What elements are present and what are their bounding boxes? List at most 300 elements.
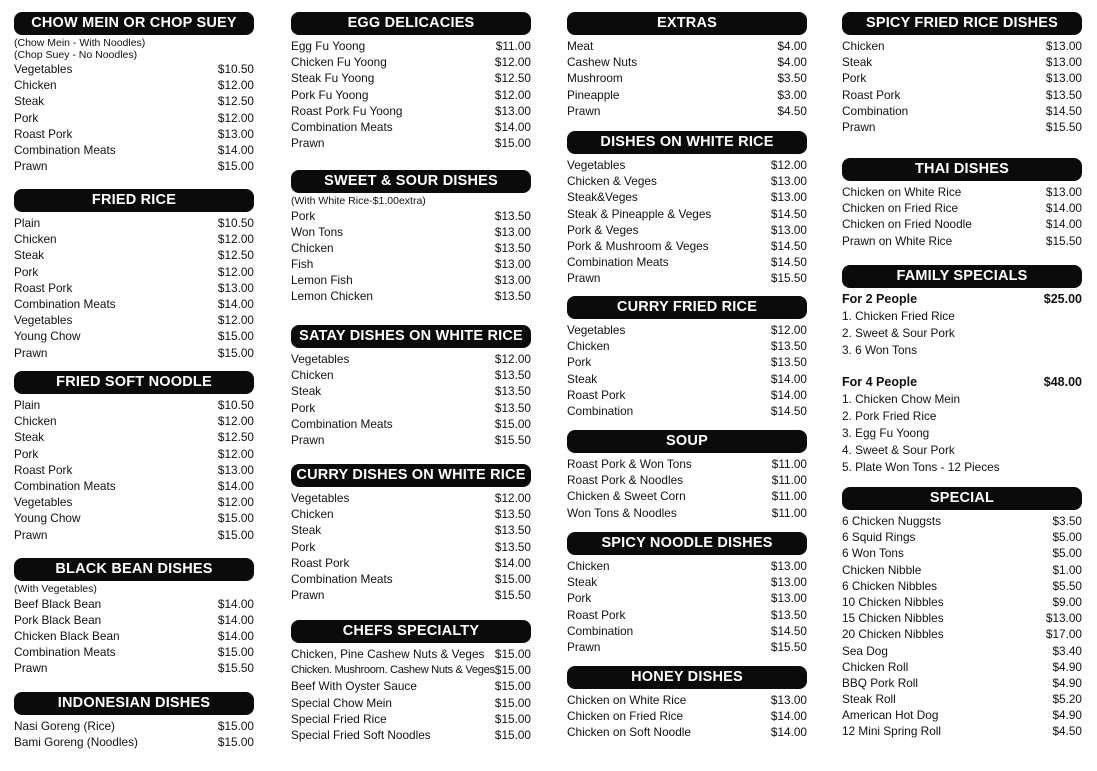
menu-item	[14, 77, 254, 93]
item-price: $12.00	[217, 446, 254, 461]
item-price: $13.50	[494, 368, 531, 383]
menu-item	[567, 87, 807, 103]
item-price: $4.50	[1052, 724, 1082, 739]
item-price: $12.50	[217, 94, 254, 109]
menu-item	[567, 189, 807, 205]
menu-section-thai-dishes	[842, 158, 1082, 249]
section-title: EXTRAS	[567, 12, 807, 35]
item-price: $13.50	[494, 384, 531, 399]
menu-item	[291, 103, 531, 119]
item-price: $14.00	[217, 142, 254, 157]
section-title: SPICY NOODLE DISHES	[567, 532, 807, 555]
item-name: Pork	[842, 71, 867, 86]
item-name: Prawn	[291, 136, 325, 151]
item-name: 10 Chicken Nibbles	[842, 594, 944, 609]
item-price: $4.50	[777, 103, 807, 118]
item-name: Pork	[291, 208, 316, 223]
item-name: Chicken	[291, 507, 334, 522]
menu-item	[291, 70, 531, 86]
item-name: 15 Chicken Nibbles	[842, 611, 944, 626]
item-price: $14.00	[1045, 217, 1082, 232]
item-name: Chicken	[14, 232, 57, 247]
menu-item	[567, 103, 807, 119]
item-name: Cashew Nuts	[567, 55, 638, 70]
menu-item	[291, 288, 531, 304]
menu-section-indonesian-dishes	[14, 692, 254, 750]
item-name: Roast Pork	[14, 280, 73, 295]
item-name: Chicken on Fried Rice	[567, 709, 684, 724]
item-price: $15.00	[494, 647, 531, 661]
item-name: Pork	[14, 446, 39, 461]
item-price: $14.50	[770, 623, 807, 638]
item-name: Bami Goreng (Noodles)	[14, 735, 138, 750]
item-name: 6 Won Tons	[842, 546, 904, 561]
item-price: $13.00	[770, 174, 807, 189]
menu-item	[14, 215, 254, 231]
item-price: $13.00	[494, 273, 531, 288]
item-price: $14.00	[217, 628, 254, 643]
item-price: $14.00	[770, 371, 807, 386]
menu-item	[291, 87, 531, 103]
item-name: Chicken on Fried Noodle	[842, 217, 972, 232]
item-name: Chicken	[567, 559, 610, 573]
item-name: Chicken	[291, 368, 334, 383]
section-title: INDONESIAN DISHES	[14, 692, 254, 715]
item-name: Roast Pork & Noodles	[567, 473, 684, 488]
item-name: Pork	[567, 355, 592, 370]
menu-item	[567, 38, 807, 54]
section-title: CHOW MEIN OR CHOP SUEY	[14, 12, 254, 35]
item-name: American Hot Dog	[842, 708, 939, 723]
item-price: $4.00	[777, 55, 807, 70]
item-name: Steak	[14, 430, 45, 445]
item-name: Egg Fu Yoong	[291, 39, 366, 53]
menu-section-spicy-fried-rice-dishes	[842, 12, 1082, 135]
item-name: Steak Fu Yoong	[291, 71, 375, 86]
item-name: Combination Meats	[14, 142, 116, 157]
section-note: (With Vegetables)	[14, 583, 97, 595]
item-name: Vegetables	[291, 352, 350, 366]
menu-item	[14, 231, 254, 247]
menu-item	[14, 462, 254, 478]
item-price: $14.00	[217, 478, 254, 493]
family-special-header	[842, 374, 1082, 391]
menu-item	[291, 646, 531, 662]
menu-item	[14, 734, 254, 750]
menu-item	[14, 93, 254, 109]
menu-item	[14, 612, 254, 628]
item-price: $13.00	[1045, 39, 1082, 53]
section-note: (Chow Mein - With Noodles)	[14, 37, 146, 49]
item-price: $15.50	[217, 661, 254, 676]
menu-item	[291, 662, 531, 678]
section-title: SWEET & SOUR DISHES	[291, 170, 531, 193]
item-price: $13.00	[770, 559, 807, 573]
item-name: Prawn	[567, 639, 601, 654]
item-name: Chicken on Fried Rice	[842, 201, 959, 216]
item-name: Lemon Fish	[291, 273, 353, 288]
menu-section-curry-dishes-on-white-rice	[291, 464, 531, 603]
menu-section-fried-rice	[14, 189, 254, 361]
item-price: $4.00	[777, 39, 807, 53]
section-title: CURRY DISHES ON WHITE RICE	[291, 464, 531, 487]
section-title: SATAY DISHES ON WHITE RICE	[291, 325, 531, 348]
menu-item	[567, 574, 807, 590]
menu-item	[14, 142, 254, 158]
item-name: Roast Pork	[14, 126, 73, 141]
menu-item	[14, 126, 254, 142]
family-special-item: 1. Chicken Fried Rice	[842, 309, 955, 323]
item-price: $14.00	[217, 296, 254, 311]
item-name: Steak	[567, 371, 598, 386]
family-special-item: 2. Sweet & Sour Pork	[842, 326, 955, 340]
menu-item	[291, 678, 531, 694]
item-name: Steak & Pineapple & Veges	[567, 206, 712, 221]
item-price: $13.00	[770, 222, 807, 237]
item-price: $5.20	[1052, 692, 1082, 707]
menu-item	[14, 296, 254, 312]
item-name: Meat	[567, 39, 594, 53]
menu-item	[842, 513, 1082, 529]
item-name: Pork	[567, 591, 592, 606]
family-special-item: 1. Chicken Chow Mein	[842, 392, 961, 406]
item-name: Steak	[291, 523, 322, 538]
item-price: $15.00	[217, 527, 254, 542]
menu-item	[14, 397, 254, 413]
item-name: Vegetables	[567, 158, 626, 172]
menu-item	[14, 429, 254, 445]
item-name: Steak	[14, 248, 45, 263]
item-name: Chicken	[567, 339, 610, 354]
item-price: $12.00	[494, 55, 531, 70]
item-name: Combination Meats	[14, 645, 116, 660]
menu-item	[567, 238, 807, 254]
menu-item	[567, 558, 807, 574]
item-name: Chicken on White Rice	[842, 185, 962, 199]
section-title: SPECIAL	[842, 487, 1082, 510]
item-name: Pork Black Bean	[14, 612, 102, 627]
item-name: Chicken	[291, 240, 334, 255]
item-price: $11.00	[771, 473, 807, 488]
item-name: Pork Fu Yoong	[291, 87, 369, 102]
menu-item	[14, 478, 254, 494]
menu-item	[842, 70, 1082, 86]
item-price: $12.00	[494, 352, 531, 366]
menu-section-honey-dishes	[567, 666, 807, 741]
item-price: $4.90	[1052, 708, 1082, 723]
item-price: $15.00	[217, 159, 254, 174]
item-name: Pork	[14, 110, 39, 125]
item-name: Prawn on White Rice	[842, 233, 953, 248]
item-price: $14.50	[770, 238, 807, 253]
item-price: $12.00	[217, 232, 254, 247]
section-title: FRIED SOFT NOODLE	[14, 371, 254, 394]
item-price: $14.00	[494, 555, 531, 570]
menu-item	[291, 54, 531, 70]
item-name: Beef Black Bean	[14, 596, 102, 611]
menu-item	[842, 675, 1082, 691]
menu-item	[14, 345, 254, 361]
item-name: Chicken. Mushroom. Cashew Nuts & Veges	[291, 664, 495, 677]
item-name: Prawn	[842, 119, 876, 134]
menu-item	[14, 312, 254, 328]
item-name: Steak Roll	[842, 692, 896, 707]
menu-item	[291, 383, 531, 399]
item-price: $13.00	[1045, 611, 1082, 626]
item-name: Chicken	[14, 78, 57, 93]
menu-item	[291, 727, 531, 743]
menu-item	[291, 539, 531, 555]
item-name: Chicken on Soft Noodle	[567, 725, 691, 740]
item-price: $13.50	[1045, 87, 1082, 102]
item-price: $14.00	[770, 709, 807, 724]
menu-item	[291, 400, 531, 416]
item-name: Plain	[14, 398, 41, 412]
item-name: Roast Pork & Won Tons	[567, 457, 692, 471]
menu-item	[567, 692, 807, 708]
item-price: $12.00	[217, 495, 254, 510]
item-name: Prawn	[14, 159, 48, 174]
item-price: $12.50	[217, 430, 254, 445]
menu-section-curry-fried-rice	[567, 296, 807, 419]
item-price: $14.50	[1045, 103, 1082, 118]
menu-item	[291, 38, 531, 54]
item-name: Combination	[567, 403, 634, 418]
item-name: 6 Squid Rings	[842, 530, 916, 545]
menu-section-sweet-and-sour-dishes	[291, 170, 531, 305]
item-price: $15.50	[494, 588, 531, 603]
menu-section-family-specials	[842, 265, 1082, 476]
menu-item	[14, 494, 254, 510]
menu-item	[14, 527, 254, 543]
item-price: $5.00	[1052, 546, 1082, 561]
menu-item	[14, 628, 254, 644]
item-price: $15.00	[494, 679, 531, 694]
item-price: $12.00	[217, 78, 254, 93]
family-special-item: 2. Pork Fried Rice	[842, 409, 937, 423]
item-name: Chicken, Pine Cashew Nuts & Veges	[291, 647, 485, 661]
menu-item	[567, 322, 807, 338]
family-special-item: 4. Sweet & Sour Pork	[842, 443, 955, 457]
menu-item	[291, 555, 531, 571]
menu-item	[567, 157, 807, 173]
item-price: $13.00	[1045, 71, 1082, 86]
item-name: Won Tons	[291, 224, 344, 239]
menu-item	[567, 456, 807, 472]
menu-item	[567, 403, 807, 419]
item-price: $11.00	[495, 39, 531, 53]
menu-item	[14, 328, 254, 344]
menu-item	[14, 247, 254, 263]
menu-item	[842, 54, 1082, 70]
item-name: Roast Pork	[14, 462, 73, 477]
menu-item	[567, 387, 807, 403]
item-name: Prawn	[567, 271, 601, 286]
item-name: Pork	[291, 539, 316, 554]
item-price: $13.00	[217, 280, 254, 295]
menu-item	[14, 718, 254, 734]
menu-item	[842, 626, 1082, 642]
item-name: Special Fried Soft Noodles	[291, 727, 431, 742]
item-name: Steak&Veges	[567, 190, 638, 205]
item-price: $13.50	[770, 607, 807, 622]
item-price: $13.00	[770, 190, 807, 205]
item-price: $12.50	[494, 71, 531, 86]
item-price: $15.50	[770, 639, 807, 654]
item-price: $11.00	[771, 489, 807, 504]
menu-item	[291, 135, 531, 151]
item-price: $15.00	[494, 711, 531, 726]
item-price: $12.00	[770, 323, 807, 337]
item-price: $15.00	[217, 735, 254, 750]
item-price: $15.00	[494, 136, 531, 151]
menu-section-spicy-noodle-dishes	[567, 532, 807, 655]
section-title: THAI DISHES	[842, 158, 1082, 181]
menu-item	[567, 54, 807, 70]
item-name: Vegetables	[14, 495, 73, 510]
menu-section-chefs-specialty	[291, 620, 531, 743]
item-name: Prawn	[291, 432, 325, 447]
menu-item	[14, 61, 254, 77]
item-price: $13.50	[494, 240, 531, 255]
item-name: Chicken on White Rice	[567, 693, 687, 707]
menu-item	[291, 587, 531, 603]
menu-item	[842, 529, 1082, 545]
menu-item	[14, 660, 254, 676]
item-name: Roast Pork	[567, 387, 626, 402]
item-name: Roast Pork Fu Yoong	[291, 103, 403, 118]
menu-item	[567, 724, 807, 740]
item-name: Won Tons & Noodles	[567, 505, 677, 520]
item-name: Combination Meats	[14, 478, 116, 493]
item-price: $15.50	[494, 432, 531, 447]
item-name: Roast Pork	[291, 555, 350, 570]
menu-item	[567, 371, 807, 387]
item-price: $14.50	[770, 403, 807, 418]
item-price: $12.50	[217, 248, 254, 263]
section-title: EGG DELICACIES	[291, 12, 531, 35]
menu-item	[291, 432, 531, 448]
item-name: BBQ Pork Roll	[842, 675, 919, 690]
menu-item	[567, 639, 807, 655]
item-name: Vegetables	[14, 62, 73, 76]
item-price: $17.00	[1045, 627, 1082, 642]
item-price: $4.90	[1052, 675, 1082, 690]
item-name: Roast Pork	[567, 607, 626, 622]
item-price: $13.50	[494, 507, 531, 522]
menu-item	[291, 224, 531, 240]
menu-item	[291, 256, 531, 272]
item-name: Lemon Chicken	[291, 289, 373, 304]
menu-item	[291, 416, 531, 432]
family-special-item: 3. 6 Won Tons	[842, 343, 917, 357]
item-name: Combination	[842, 103, 909, 118]
item-price: $12.00	[217, 110, 254, 125]
item-price: $11.00	[771, 505, 807, 520]
item-name: Special Fried Rice	[291, 711, 387, 726]
item-price: $14.00	[217, 596, 254, 611]
item-price: $3.50	[1052, 514, 1082, 528]
menu-item	[291, 490, 531, 506]
menu-item	[842, 594, 1082, 610]
menu-item	[14, 280, 254, 296]
item-price: $12.00	[217, 414, 254, 429]
item-name: 6 Chicken Nuggsts	[842, 514, 942, 528]
menu-item	[291, 240, 531, 256]
item-name: Prawn	[14, 661, 48, 676]
item-price: $15.00	[494, 416, 531, 431]
item-price: $15.00	[217, 345, 254, 360]
item-name: Chicken Black Bean	[14, 628, 120, 643]
item-name: Steak	[291, 384, 322, 399]
menu-item	[14, 510, 254, 526]
item-name: Prawn	[567, 103, 601, 118]
item-price: $14.00	[494, 119, 531, 134]
family-special-price: $48.00	[1043, 375, 1082, 389]
item-name: Beef With Oyster Sauce	[291, 679, 417, 694]
item-name: Prawn	[14, 527, 48, 542]
item-price: $15.00	[494, 727, 531, 742]
item-name: Vegetables	[567, 323, 626, 337]
menu-item	[291, 208, 531, 224]
menu-item	[842, 562, 1082, 578]
item-price: $15.00	[494, 695, 531, 710]
menu-item	[842, 103, 1082, 119]
item-price: $13.50	[770, 355, 807, 370]
item-name: Young Chow	[14, 329, 81, 344]
item-name: Chicken Fu Yoong	[291, 55, 387, 70]
item-name: Combination Meats	[567, 255, 669, 270]
item-name: Pineapple	[567, 87, 620, 102]
item-price: $14.00	[217, 612, 254, 627]
menu-item	[567, 590, 807, 606]
item-price: $4.90	[1052, 659, 1082, 674]
item-name: Pork	[14, 264, 39, 279]
item-name: Chicken Nibble	[842, 562, 922, 577]
item-name: Combination Meats	[291, 416, 393, 431]
item-price: $9.00	[1052, 594, 1082, 609]
item-name: Chicken Roll	[842, 659, 909, 674]
section-title: BLACK BEAN DISHES	[14, 558, 254, 581]
item-name: Combination	[567, 623, 634, 638]
item-price: $10.50	[217, 62, 254, 76]
item-price: $12.00	[494, 87, 531, 102]
item-price: $3.50	[777, 71, 807, 86]
item-price: $13.50	[494, 208, 531, 223]
item-price: $15.50	[770, 271, 807, 286]
item-price: $15.00	[217, 511, 254, 526]
menu-section-satay-dishes-on-white-rice	[291, 325, 531, 448]
item-name: Vegetables	[14, 313, 73, 328]
menu-item	[842, 723, 1082, 739]
item-name: Plain	[14, 216, 41, 230]
menu-section-chow-mein-or-chop-suey	[14, 12, 254, 174]
menu-item	[291, 119, 531, 135]
item-price: $13.00	[494, 224, 531, 239]
item-price: $13.00	[494, 257, 531, 272]
menu-item	[567, 254, 807, 270]
menu-item	[14, 264, 254, 280]
menu-item	[567, 173, 807, 189]
item-price: $15.00	[217, 645, 254, 660]
item-name: Nasi Goreng (Rice)	[14, 719, 115, 733]
menu-section-black-bean-dishes	[14, 558, 254, 676]
menu-item	[842, 643, 1082, 659]
menu-item	[291, 711, 531, 727]
item-price: $5.00	[1052, 530, 1082, 545]
item-price: $13.00	[770, 591, 807, 606]
item-price: $13.50	[770, 339, 807, 354]
